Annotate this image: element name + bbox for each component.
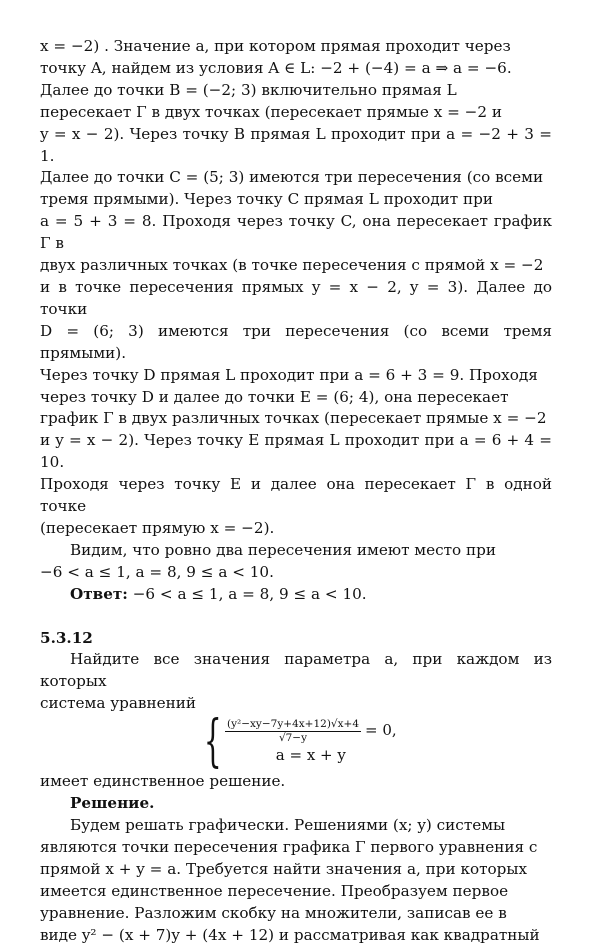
text-line: (пересекает прямую x = −2).: [40, 518, 275, 537]
fraction-numerator: (y²−xy−7y+4x+12)√x+4: [226, 717, 360, 730]
conclusion-line: −6 < a ≤ 1, a = 8, 9 ≤ a < 10.: [40, 562, 274, 581]
system-brace: {: [204, 709, 223, 775]
equation-1: [225, 718, 397, 745]
text-line: a = 5 + 3 = 8. Проходя через точку C, она пересекает график Γ в: [40, 212, 552, 253]
answer-line: [40, 584, 552, 606]
text-line: y = x − 2). Через точку B прямая L проходит при a = −2 + 3 = 1.: [40, 124, 552, 165]
solution-line: Будем решать графически. Решениями (x; y) системы: [70, 816, 506, 834]
system-equations: [225, 718, 397, 767]
problem-line: Найдите все значения параметра a, при каждом из которых: [40, 650, 552, 691]
text-line: тремя прямыми). Через точку C прямая L проходит при: [40, 190, 493, 209]
solution-line: уравнение. Разложим скобку на множители, записав ее в: [40, 903, 507, 922]
solution-label: Решение.: [70, 794, 155, 813]
text-line: Далее до точки B = (−2; 3) включительно прямая L: [40, 80, 457, 99]
equation-1-rhs: = 0,: [365, 721, 397, 740]
equation-2: a = x + y: [275, 745, 346, 764]
document-page: [40, 36, 552, 946]
text-line: через точку D и далее до точки E = (6; 4), она пересекает: [40, 387, 509, 406]
text-line: точку A, найдем из условия A ∈ L: −2 + (−4) = a ⇒ a = −6.: [40, 58, 512, 77]
section-number: 5.3.12: [40, 628, 93, 647]
text-line: x = −2) . Значение a, при котором прямая проходит через: [40, 37, 511, 55]
fraction: [225, 718, 361, 745]
solution-line: имеется единственное пересечение. Преобразуем первое: [40, 881, 509, 900]
answer-text: −6 < a ≤ 1, a = 8, 9 ≤ a < 10.: [127, 584, 367, 603]
text-line: и y = x − 2). Через точку E прямая L проходит при a = 6 + 4 = 10.: [40, 431, 552, 472]
text-line: график Γ в двух различных точках (пересекает прямые x = −2: [40, 409, 547, 428]
solution-line: прямой x + y = a. Требуется найти значения a, при которых: [40, 859, 528, 878]
equation-system: [40, 709, 552, 775]
answer-label: Ответ:: [70, 584, 128, 603]
after-formula-line: имеет единственное решение.: [40, 772, 286, 791]
text-line: Далее до точки C = (5; 3) имеются три пересечения (со всеми: [40, 168, 544, 187]
conclusion-line: Видим, что ровно два пересечения имеют место при: [70, 540, 496, 559]
problem-line: система уравнений: [40, 694, 196, 713]
text-line: Проходя через точку E и далее она пересекает Γ в одной точке: [40, 475, 552, 516]
text-line: пересекает Γ в двух точках (пересекает прямые x = −2 и: [40, 102, 503, 121]
text-line: двух различных точках (в точке пересечения с прямой x = −2: [40, 256, 544, 275]
text-line: D = (6; 3) имеются три пересечения (со всеми тремя прямыми).: [40, 321, 552, 362]
text-line: Через точку D прямая L проходит при a = 6 + 3 = 9. Проходя: [40, 365, 538, 384]
fraction-denominator: √7−y: [278, 731, 308, 744]
solution-line: виде y² − (x + 7)y + (4x + 12) и рассматривая как квадратный: [40, 925, 540, 944]
text-line: и в точке пересечения прямых y = x − 2, y = 3). Далее до точки: [40, 277, 552, 318]
solution-line: являются точки пересечения графика Γ первого уравнения с: [40, 837, 538, 856]
